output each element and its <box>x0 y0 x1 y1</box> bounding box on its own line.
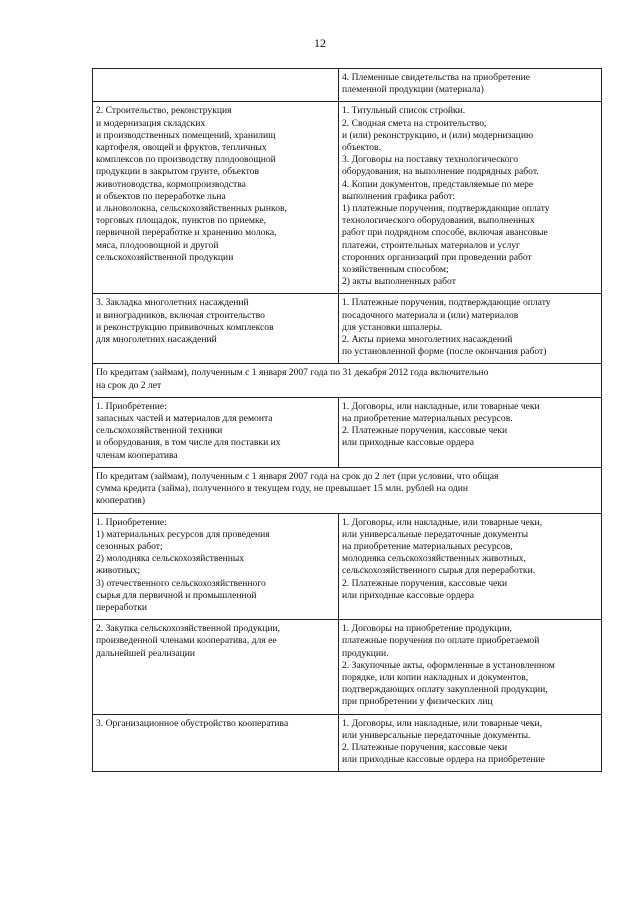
documents-cell <box>339 69 602 102</box>
cell-line: По кредитам (займам), полученным с 1 января 2007 года на срок до 2 лет (при условии, что общая <box>96 470 499 482</box>
table-row <box>93 714 602 772</box>
table-row <box>93 294 602 364</box>
documents-cell <box>339 397 602 467</box>
cell-line: 2) акты выполненных работ <box>342 276 456 288</box>
cell-line: на приобретение материальных ресурсов. <box>342 413 513 425</box>
cell-line: 1. Договоры, или накладные, или товарные чеки <box>342 400 540 412</box>
cell-line: молодняка сельскохозяйственных животных, <box>342 553 526 565</box>
direction-cell <box>93 620 339 714</box>
cell-line: 2. Закупочные акты, оформленные в установленном <box>342 659 555 671</box>
cell-line: сезонных работ; <box>96 540 163 552</box>
cell-line: платежи, строительных материалов и услуг <box>342 239 520 251</box>
cell-line: и производственных помещений, хранилищ <box>96 129 276 141</box>
cell-line: сельскохозяйственного сырья для переработки. <box>342 565 536 577</box>
cell-line: продукции в закрытом грунте, объектов <box>96 166 259 178</box>
cell-line: 2. Закупка сельскохозяйственной продукции, <box>96 623 281 635</box>
cell-line: хозяйственным способом; <box>342 264 449 276</box>
table-row <box>93 397 602 467</box>
cell-line: и оборудования, в том числе для поставки их <box>96 437 281 449</box>
cell-line: животноводства, кормопроизводства <box>96 178 246 190</box>
cell-line: и реконструкцию прививочных комплексов <box>96 321 274 333</box>
cell-line: оборудования, на выполнение подрядных работ. <box>342 166 539 178</box>
cell-line: и (или) реконструкцию, и (или) модернизацию <box>342 129 534 141</box>
direction-cell <box>93 714 339 772</box>
direction-cell <box>93 397 339 467</box>
cell-line: комплексов по производству плодоовощной <box>96 154 276 166</box>
cell-line: 2) молодняка сельскохозяйственных <box>96 553 245 565</box>
cell-line: запасных частей и материалов для ремонта <box>96 413 273 425</box>
cell-line: кооператив) <box>96 495 146 507</box>
documents-cell <box>339 513 602 620</box>
cell-line: дальнейшей реализации <box>96 647 195 659</box>
cell-line: 1. Приобретение: <box>96 516 167 528</box>
cell-line: подтверждающих оплату закупленной продукции, <box>342 684 548 696</box>
cell-line: или универсальные передаточные документы <box>342 528 529 540</box>
page-number: 12 <box>314 36 326 50</box>
cell-line: животных; <box>96 565 141 577</box>
cell-line: картофеля, овощей и фруктов, тепличных <box>96 142 267 154</box>
cell-line: торговых площадок, пунктов по приемке, <box>96 215 267 227</box>
cell-line: 1. Договоры на приобретение продукции, <box>342 623 512 635</box>
table-row <box>93 102 602 294</box>
cell-line: посадочного материала и (или) материалов <box>342 309 519 321</box>
cell-line: объектов. <box>342 142 381 154</box>
documents-cell <box>339 714 602 772</box>
cell-line: племенной продукции (материала) <box>342 84 484 96</box>
cell-line: произведенной членами кооператива, для ее <box>96 635 277 647</box>
cell-line: платежные поручения по оплате приобретаемой <box>342 635 540 647</box>
cell-line: и льноволокна, сельскохозяйственных рынков, <box>96 203 287 215</box>
cell-line: 2. Акты приема многолетних насаждений <box>342 334 513 346</box>
cell-line: для многолетних насаждений <box>96 334 217 346</box>
cell-line: 2. Сводная смета на строительство, <box>342 117 487 129</box>
cell-line: сторонних организаций при проведении работ <box>342 251 532 263</box>
table-row <box>93 620 602 714</box>
cell-line: выполнения графика работ: <box>342 190 456 202</box>
documents-cell <box>339 102 602 294</box>
documents-cell <box>339 294 602 364</box>
cell-line: на срок до 2 лет <box>96 379 162 391</box>
table-row <box>93 69 602 102</box>
direction-cell <box>93 69 339 102</box>
cell-line: 1. Договоры, или накладные, или товарные чеки, <box>342 717 543 729</box>
cell-line: переработки <box>96 601 148 613</box>
direction-cell <box>93 294 339 364</box>
cell-line: 1. Приобретение: <box>96 400 167 412</box>
cell-line: 3) отечественного сельскохозяйственного <box>96 577 266 589</box>
table-row <box>93 467 602 513</box>
cell-line: 1) материальных ресурсов для проведения <box>96 528 270 540</box>
cell-line: сырья для первичной и промышленной <box>96 589 257 601</box>
cell-line: первичной переработке и хранению молока, <box>96 227 277 239</box>
table-row <box>93 513 602 620</box>
direction-cell <box>93 513 339 620</box>
cell-line: 2. Платежные поручения, кассовые чеки <box>342 741 508 753</box>
cell-line: работ при подрядном способе, включая авансовые <box>342 227 548 239</box>
cell-line: или универсальные передаточные документы. <box>342 729 531 741</box>
cell-line: 2. Платежные поручения, кассовые чеки <box>342 577 508 589</box>
cell-line: и объектов по переработке льна <box>96 190 226 202</box>
cell-line: технологического оборудования, выполненных <box>342 215 535 227</box>
cell-line: сельскохозяйственной продукции <box>96 251 234 263</box>
cell-line: членам кооператива <box>96 449 178 461</box>
cell-line: для установки шпалеры. <box>342 321 443 333</box>
cell-line: сумма кредита (займа), полученного в текущем году, не превышает 15 млн. рублей на один <box>96 483 468 495</box>
cell-line: 3. Договоры на поставку технологического <box>342 154 518 166</box>
cell-line: По кредитам (займам), полученным с 1 января 2007 года по 31 декабря 2012 года включительно <box>96 367 489 379</box>
cell-line: 3. Закладка многолетних насаждений <box>96 297 249 309</box>
cell-line: 1) платежные поручения, подтверждающие оплату <box>342 203 550 215</box>
cell-line: порядке, или копии накладных и документов, <box>342 671 529 683</box>
cell-line: и виноградников, включая строительство <box>96 309 265 321</box>
document-table <box>92 68 602 772</box>
cell-line: или приходные кассовые ордера <box>342 589 474 601</box>
section-heading-cell <box>93 364 602 397</box>
cell-line: 1. Титульный список стройки. <box>342 105 466 117</box>
cell-line: или приходные кассовые ордера на приобретение <box>342 754 545 766</box>
cell-line: при приобретении у физических лиц <box>342 696 493 708</box>
cell-line: на приобретение материальных ресурсов, <box>342 540 513 552</box>
documents-cell <box>339 620 602 714</box>
direction-cell <box>93 102 339 294</box>
cell-line: 3. Организационное обустройство кооператива <box>96 717 289 729</box>
cell-line: 2. Платежные поручения, кассовые чеки <box>342 425 508 437</box>
section-heading-cell <box>93 467 602 513</box>
cell-line: 4. Копии документов, представляемые по мере <box>342 178 534 190</box>
cell-line: сельскохозяйственной техники <box>96 425 223 437</box>
cell-line: 2. Строительство, реконструкция <box>96 105 232 117</box>
cell-line: мяса, плодоовощной и другой <box>96 239 219 251</box>
cell-line: или приходные кассовые ордера <box>342 437 474 449</box>
cell-line: продукции. <box>342 647 389 659</box>
cell-line: по установленной форме (после окончания работ) <box>342 346 547 358</box>
cell-line: 4. Племенные свидетельства на приобретение <box>342 72 531 83</box>
cell-line: 1. Договоры, или накладные, или товарные чеки, <box>342 516 543 528</box>
table-row <box>93 364 602 397</box>
cell-line: 1. Платежные поручения, подтверждающие оплату <box>342 297 551 309</box>
cell-line: и модернизация складских <box>96 117 206 129</box>
